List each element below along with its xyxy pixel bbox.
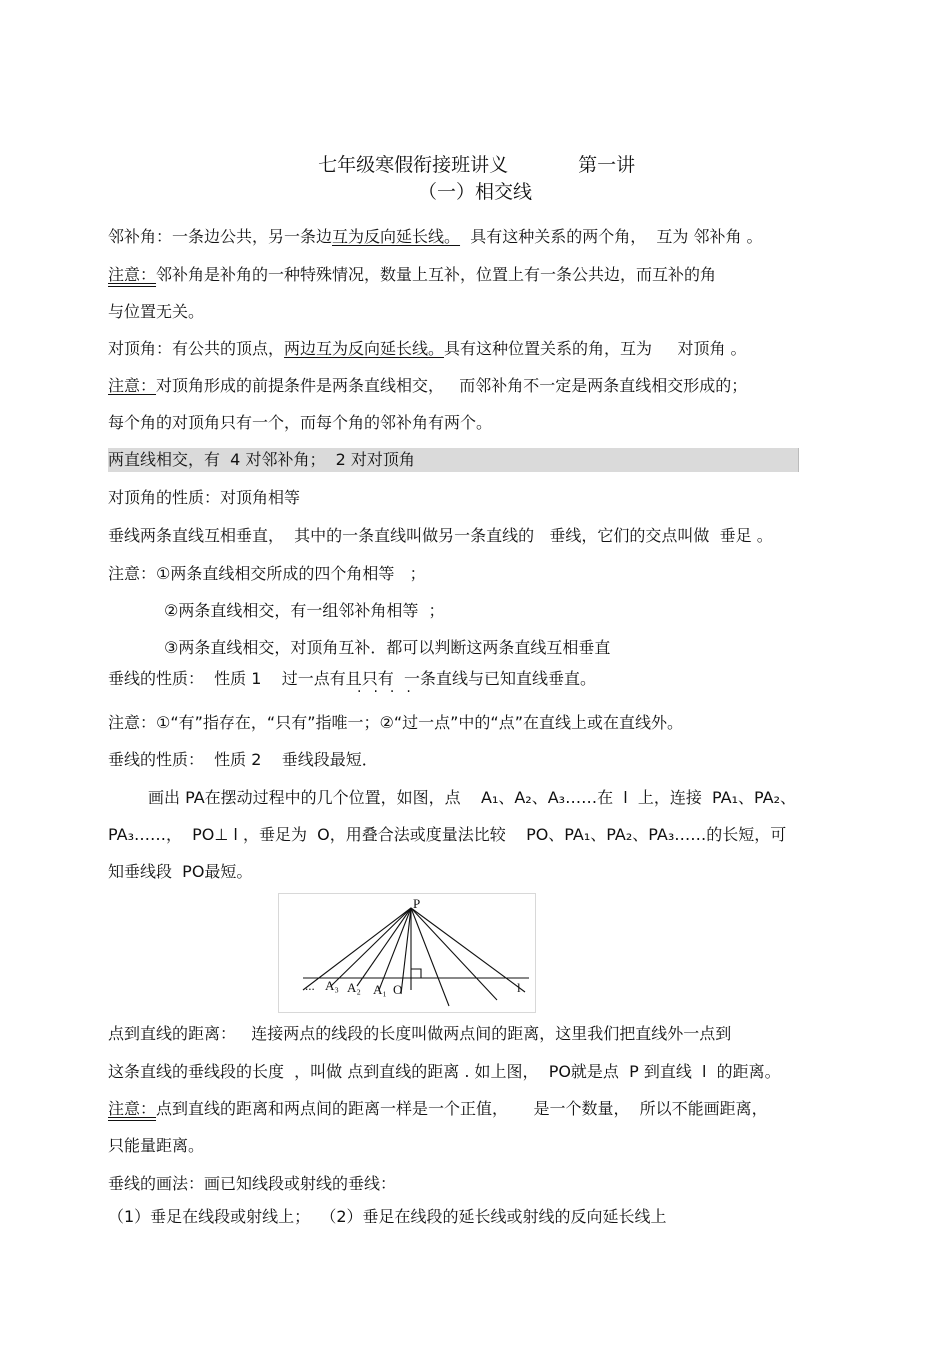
note-existence-uniqueness: 注意：①“有”指存在，“只有”指唯一；②“过一点”中的“点”在直线上或在直线外。 [108,713,684,732]
perpendicular-property-1: 垂线的性质： 性质 1 过一点有且只有 一条直线与已知直线垂直。 [108,669,596,688]
property-vertical-angle: 对顶角的性质：对顶角相等 [108,488,301,507]
section-title: （一）相交线 [418,181,533,203]
label-p: P [413,896,421,911]
definition-point-line-distance: 点到直线的距离： 连接两点的线段的长度叫做两点间的距离，这里我们把直线外一点到 [108,1024,732,1043]
explanation-line-3: 知垂线段 PO最短。 [108,862,253,881]
perpendicular-property-2: 垂线的性质： 性质 2 垂线段最短． [108,750,378,769]
right-angle-mark [411,969,421,978]
explanation-line-2: PA₃……， PO⊥ l ，垂足为 O，用叠合法或度量法比较 PO、PA₁、PA₂、PA₃……的长短，可 [108,825,787,844]
note-adjacent-angle-cont: 与位置无关。 [108,302,205,321]
note-perpendicular-3: ③两条直线相交，对顶角互补．都可以判断这两条直线互相垂直 [164,638,611,657]
segment-pa3 [331,908,411,986]
label-a3: A₃ [325,978,339,993]
segment-pb1 [411,908,449,1006]
note-vertical-angle-cont: 每个角的对顶角只有一个，而每个角的邻补角有两个。 [108,413,493,432]
definition-perpendicular: 垂线两条直线互相垂直， 其中的一条直线叫做另一条直线的 垂线，它们的交点叫做 垂足 。 [108,526,773,545]
note-distance-cont: 只能量距离。 [108,1136,205,1155]
highlighted-fact: 两直线相交，有 4 对邻补角； 2 对对顶角 [108,450,415,469]
note-adjacent-angle: 注意：邻补角是补角的一种特殊情况，数量上互补，位置上有一条公共边，而互补的角 [108,265,717,284]
note-perpendicular-2: ②两条直线相交，有一组邻补角相等 ； [164,601,445,620]
page-title [306,129,635,177]
label-a2: A₂ [347,980,361,995]
definition-vertical-angle: 对顶角：有公共的顶点，两边互为反向延长线。具有这种位置关系的角，互为 对顶角 。 [108,339,747,358]
note-distance: 注意：点到直线的距离和两点间的距离一样是一个正值， 是一个数量， 所以不能画距离， [108,1099,768,1118]
figure-svg [279,894,535,1012]
perpendicular-figure [278,893,536,1013]
label-dots: ... [305,978,315,993]
note-perpendicular-1: 注意：①两条直线相交所成的四个角相等 ； [108,564,426,583]
note-vertical-angle: 注意：对顶角形成的前提条件是两条直线相交， 而邻补角不一定是两条直线相交形成的； [108,376,748,395]
label-l: l [517,980,521,995]
explanation-line-1: 画出 PA在摆动过程中的几个位置，如图，点 A₁、A₂、A₃……在 l 上，连接 PA₁、PA₂、 [148,788,797,807]
drawing-method-cases: （1）垂足在线段或射线上； （2）垂足在线段的延长线或射线的反向延长线上 [108,1207,667,1226]
label-o: O [393,982,403,997]
segment-pb2 [411,908,497,1000]
definition-point-line-distance-cont: 这条直线的垂线段的长度 ，叫做 点到直线的距离 . 如上图， PO就是点 P 到直线 l 的距离。 [108,1062,781,1081]
drawing-method-title: 垂线的画法：画已知线段或射线的垂线： [108,1174,397,1193]
label-a1: A₁ [373,982,387,997]
lecture-number: 第一讲 [578,154,636,176]
course-title: 七年级寒假衔接班讲义 [318,154,509,176]
definition-adjacent-angle: 邻补角：一条边公共，另一条边互为反向延长线。 具有这种关系的两个角， 互为 邻补角 。 [108,227,763,246]
emphasis-dots: ···· [357,684,423,700]
segment-pb3 [411,908,525,992]
